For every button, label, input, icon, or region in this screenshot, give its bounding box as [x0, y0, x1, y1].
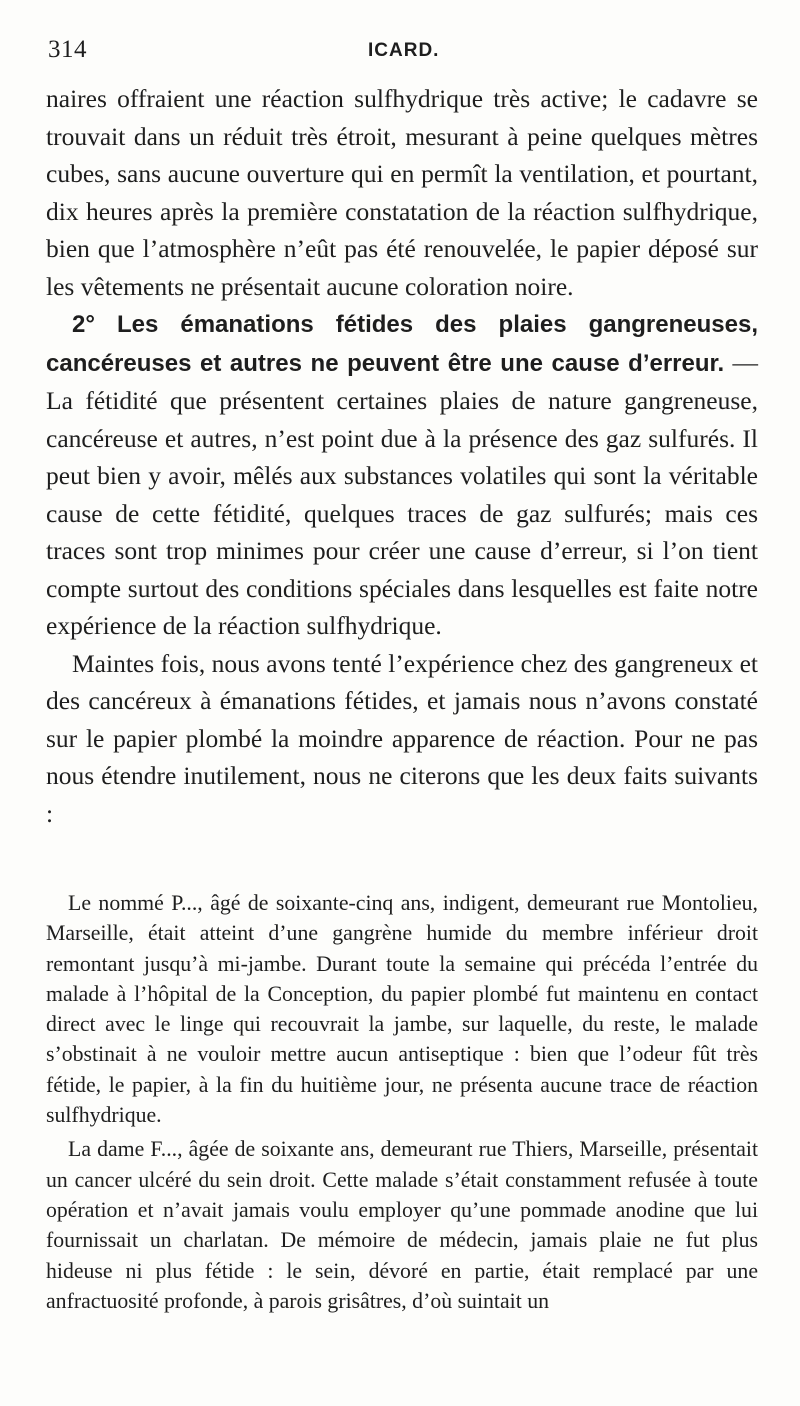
main-text: [46, 80, 758, 832]
paragraph-experiments: Maintes fois, nous avons tenté l’expérience chez des gangreneux et des cancéreux à émanations fétides, et jamais nous n’avons constaté sur le papier plombé la moindre apparence de réaction. Pour ne pas nous étendre inutilement, nous ne citerons que les deux faits suivants :: [46, 648, 758, 828]
running-head: ICARD.: [368, 40, 440, 61]
section-heading: 2° Les émanations fétides des plaies gangreneuses, cancéreuses et autres ne peuvent être une cause d’erreur.: [46, 311, 758, 377]
paragraph-continuation: naires offraient une réaction sulfhydrique très active; le cadavre se trouvait dans un réduit très étroit, mesurant à peine quelques mètres cubes, sans aucune ouverture qui en permît la ventilation, et pourtant, dix heures après la première constatation de la réaction sulfhydrique, bien que l’atmosphère n’eût pas été renouvelée, le papier déposé sur les vêtements ne présentait aucune coloration noire.: [46, 84, 758, 301]
case-reports: [46, 888, 758, 1316]
case-report-1: Le nommé P..., âgé de soixante-cinq ans, indigent, demeurant rue Montolieu, Marseille, était atteint d’une gangrène humide du membre inférieur droit remontant jusqu’à mi-jambe. Durant toute la semaine qui précéda l’entrée du malade à l’hôpital de la Conception, du papier plombé fut maintenu en contact direct avec le linge qui recouvrait la jambe, sur laquelle, du reste, le malade s’obstinait à ne vouloir mettre aucun antiseptique : bien que l’odeur fût très fétide, le papier, à la fin du huitième jour, ne présenta aucune trace de réaction sulfhydrique.: [46, 891, 758, 1128]
page-header: [48, 36, 760, 70]
paragraph-section-2: [46, 305, 758, 645]
page-number: 314: [48, 36, 87, 63]
section-body: — La fétidité que présentent certaines plaies de nature gangreneuse, cancéreuse et autres, n’est point due à la présence des gaz sulfurés. Il peut bien y avoir, mêlés aux substances volatiles qui sont la véritable cause de cette fétidité, quelques traces de gaz sulfurés; mais ces traces sont trop minimes pour créer une cause d’erreur, si l’on tient compte surtout des conditions spéciales dans lesquelles est faite notre expérience de la réaction sulfhydrique.: [46, 347, 758, 640]
case-report-2: La dame F..., âgée de soixante ans, demeurant rue Thiers, Marseille, présentait un cancer ulcéré du sein droit. Cette malade s’était constamment refusée à toute opération et n’avait jamais voulu employer qu’une pommade anodine que lui fournissait un charlatan. De mémoire de médecin, jamais plaie ne fut plus hideuse ni plus fétide : le sein, dévoré en partie, était remplacé par une anfractuosité profonde, à parois grisâtres, d’où suintait un: [46, 1137, 758, 1313]
